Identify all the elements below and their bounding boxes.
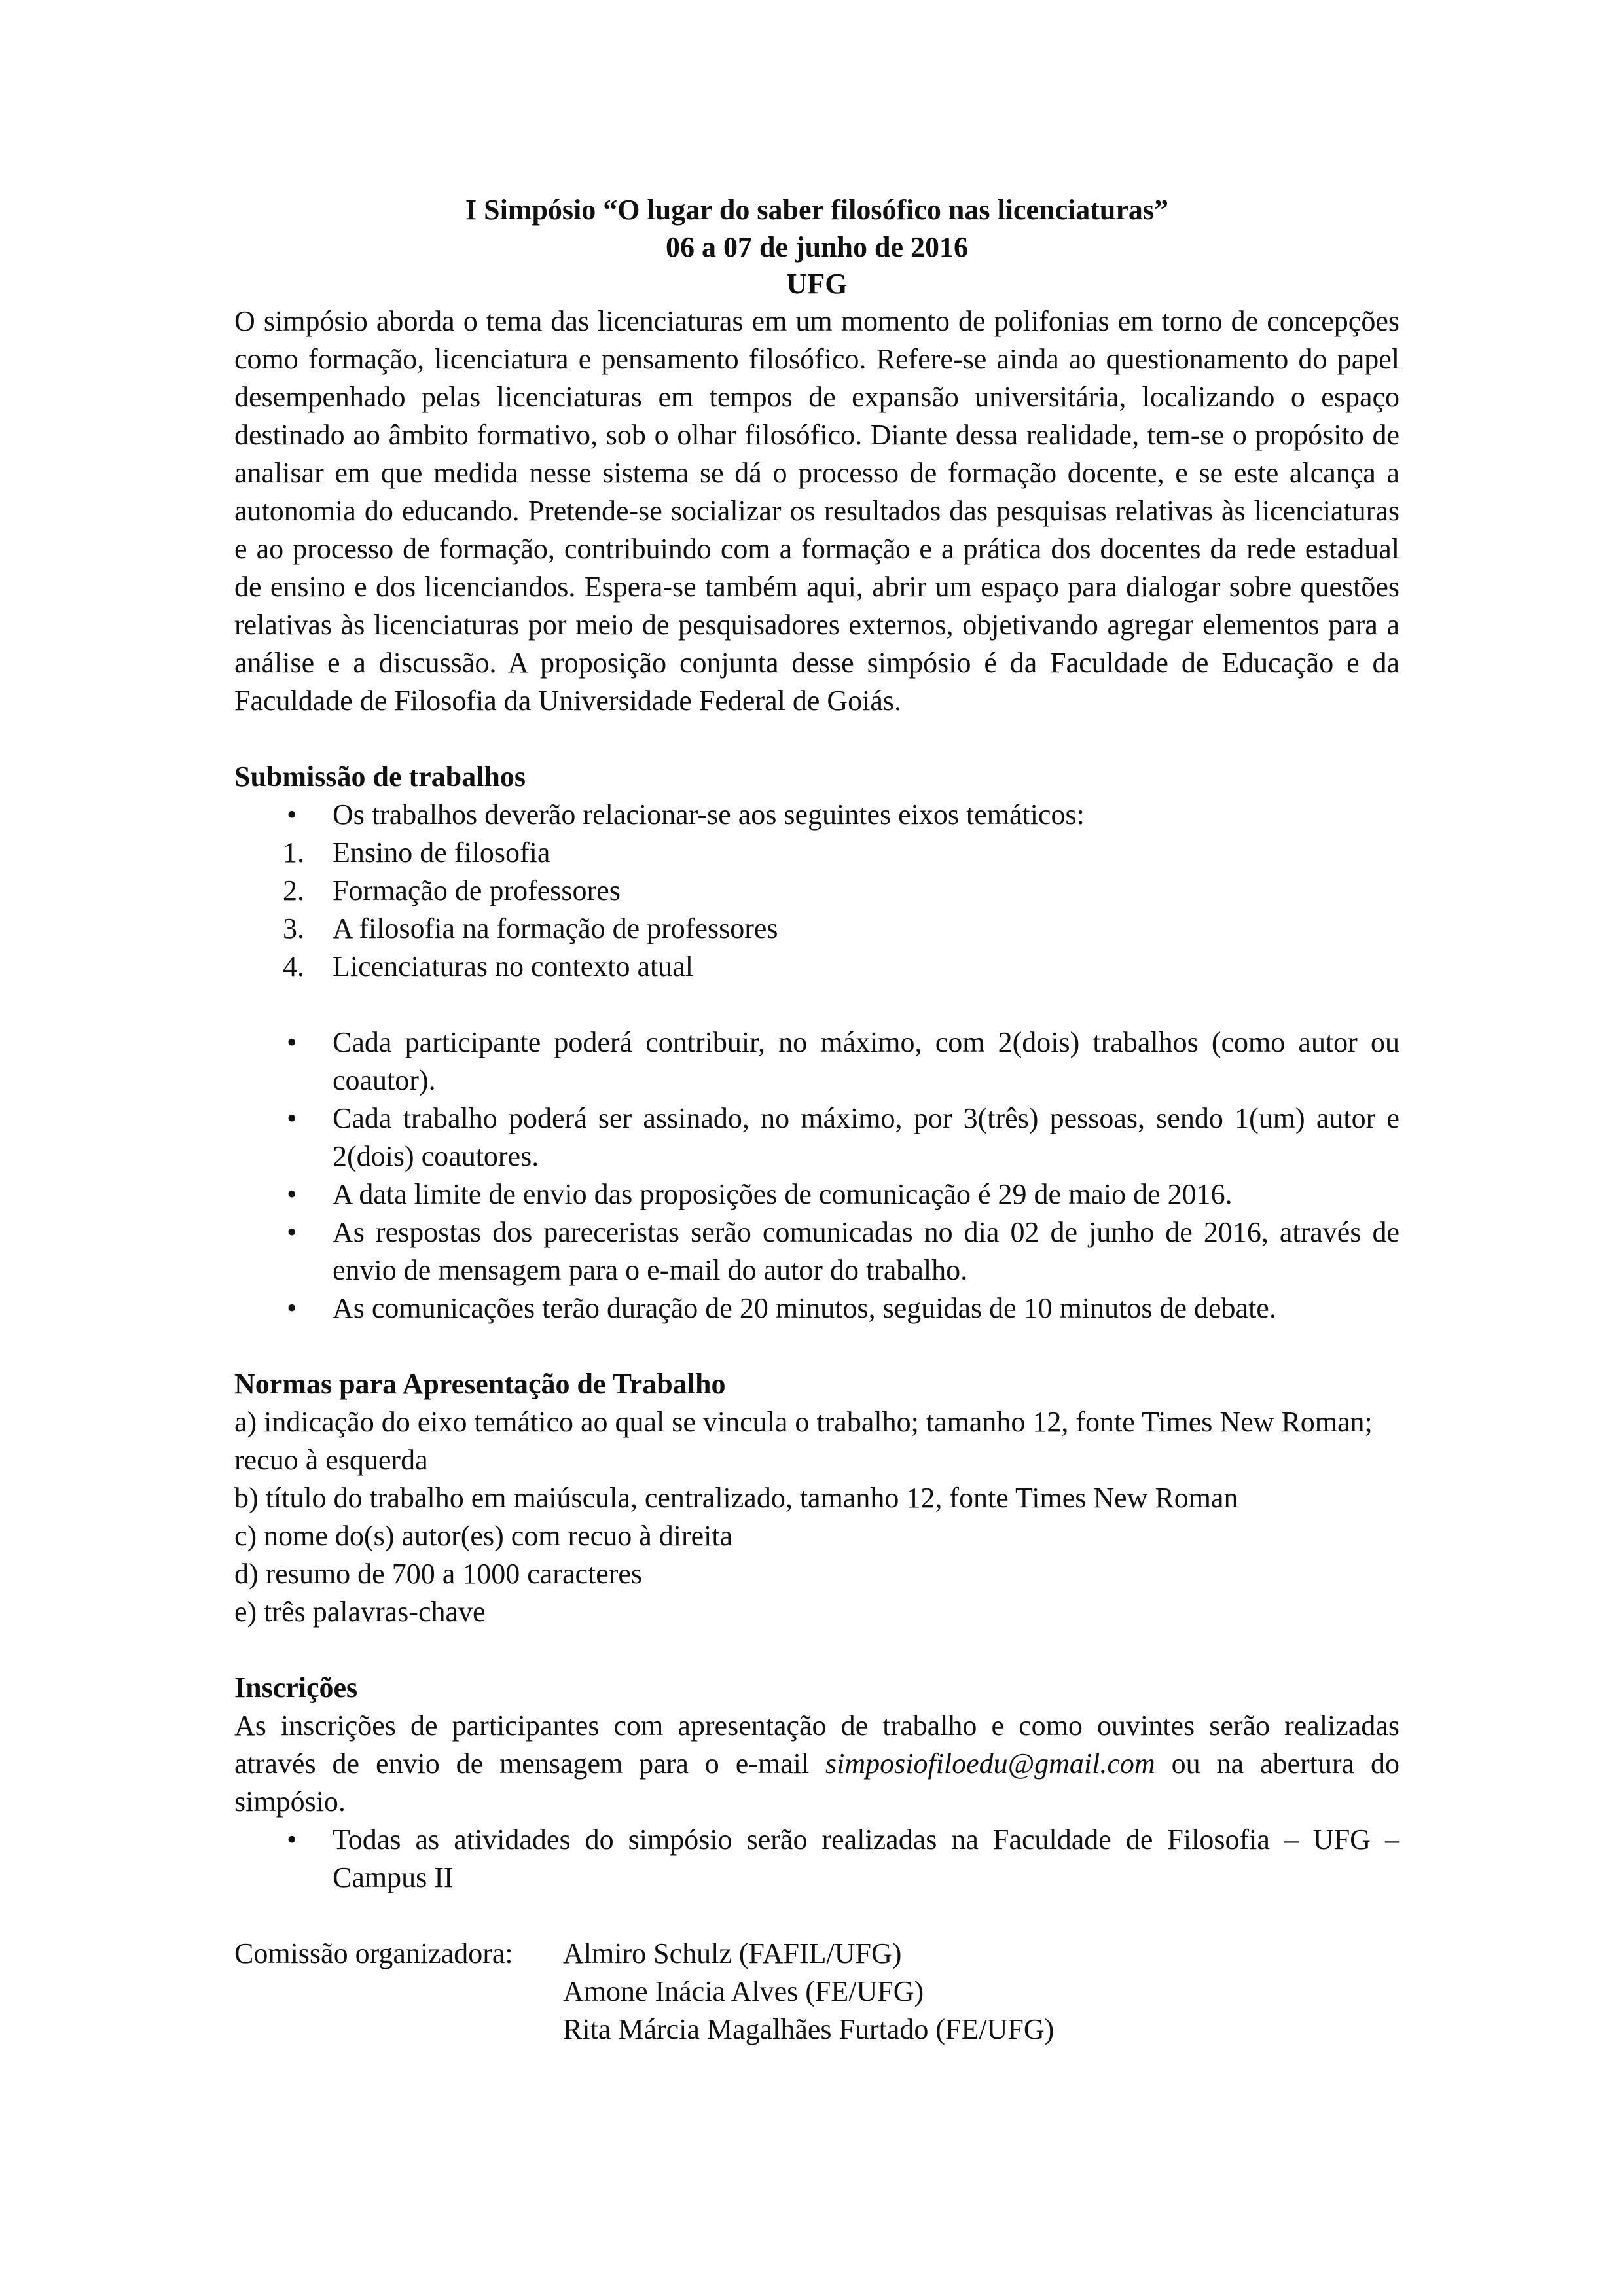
axis-text: Licenciaturas no contexto atual bbox=[333, 950, 693, 982]
registration-text-end: ou na abertura do simpósio. bbox=[234, 1748, 1400, 1818]
axis-text: A filosofia na formação de professores bbox=[333, 912, 778, 944]
list-item bbox=[234, 872, 1399, 910]
axes-intro-list bbox=[234, 796, 1399, 834]
event-dates: 06 a 07 de junho de 2016 bbox=[665, 231, 969, 263]
registration-text: As inscrições de participantes com apresentação de trabalho e como ouvintes serão realizadas através de envio de mensagem para o e-mail bbox=[234, 1710, 1399, 1780]
norm-item: b) título do trabalho em maiúscula, centralizado, tamanho 12, fonte Times New Roman bbox=[234, 1482, 1238, 1514]
organizing-committee bbox=[234, 1935, 1399, 2049]
location-list bbox=[234, 1821, 1399, 1897]
list-item bbox=[234, 1024, 1399, 1100]
list-item bbox=[234, 834, 1399, 872]
committee-member: Rita Márcia Magalhães Furtado (FE/UFG) bbox=[563, 2013, 1055, 2045]
axes-list bbox=[234, 834, 1399, 986]
axis-number: 2. bbox=[283, 874, 304, 906]
rule-text: A data limite de envio das proposições de comunicação é 29 de maio de 2016. bbox=[333, 1178, 1233, 1210]
norms-heading: Normas para Apresentação de Trabalho bbox=[234, 1368, 726, 1400]
axis-number: 1. bbox=[283, 836, 304, 869]
axis-text: Ensino de filosofia bbox=[333, 836, 550, 869]
bullet-icon: • bbox=[287, 1026, 297, 1058]
list-item bbox=[234, 1821, 1399, 1897]
list-item bbox=[234, 1289, 1399, 1327]
list-item bbox=[234, 948, 1399, 986]
committee-label: Comissão organizadora: bbox=[234, 1937, 513, 1969]
list-item bbox=[234, 1100, 1399, 1175]
rule-text: As respostas dos pareceristas serão comunicadas no dia 02 de junho de 2016, através de envio de mensagem para o e-mail do autor do trabalho. bbox=[333, 1216, 1399, 1286]
registration-heading: Inscrições bbox=[234, 1672, 358, 1704]
committee-row bbox=[234, 2011, 1399, 2049]
event-institution: UFG bbox=[786, 268, 848, 300]
rules-list bbox=[234, 1024, 1399, 1327]
registration-paragraph bbox=[234, 1707, 1399, 1821]
bullet-icon: • bbox=[287, 1292, 297, 1324]
event-title: I Simpósio “O lugar do saber filosófico nas licenciaturas” bbox=[465, 194, 1168, 226]
bullet-icon: • bbox=[287, 1216, 297, 1248]
axis-text: Formação de professores bbox=[333, 874, 621, 906]
rule-text: As comunicações terão duração de 20 minutos, seguidas de 10 minutos de debate. bbox=[333, 1292, 1276, 1324]
bullet-icon: • bbox=[287, 1823, 297, 1856]
norm-item: c) nome do(s) autor(es) com recuo à direita bbox=[234, 1520, 733, 1552]
intro-paragraph: O simpósio aborda o tema das licenciaturas em um momento de polifonias em torno de concepções como formação, licenciatura e pensamento filosófico. Refere-se ainda ao questionamento do papel desempenhado pelas licenciaturas em tempos de expansão universitária, localizando o espaço destinado ao âmbito formativo, sob o olhar filosófico. Diante dessa realidade, tem-se o propósito de analisar em que medida nesse sistema se dá o processo de formação docente, e se este alcança a autonomia do educando. Pretende-se socializar os resultados das pesquisas relativas às licenciaturas e ao processo de formação, contribuindo com a formação e a prática dos docentes da rede estadual de ensino e dos licenciandos. Espera-se também aqui, abrir um espaço para dialogar sobre questões relativas às licenciaturas por meio de pesquisadores externos, objetivando agregar elementos para a análise e a discussão. A proposição conjunta desse simpósio é da Faculdade de Educação e da Faculdade de Filosofia da Universidade Federal de Goiás. bbox=[234, 305, 1399, 717]
norm-item: d) resumo de 700 a 1000 caracteres bbox=[234, 1558, 643, 1590]
bullet-icon: • bbox=[287, 1178, 297, 1210]
rule-text: Cada participante poderá contribuir, no máximo, com 2(dois) trabalhos (como autor ou coautor). bbox=[333, 1026, 1399, 1096]
axis-number: 4. bbox=[283, 950, 304, 982]
axes-intro: Os trabalhos deverão relacionar-se aos seguintes eixos temáticos: bbox=[333, 798, 1085, 831]
list-item bbox=[234, 910, 1399, 948]
committee-row bbox=[234, 1935, 1399, 1973]
bullet-icon: • bbox=[287, 798, 297, 831]
title-block bbox=[234, 191, 1399, 302]
committee-member: Almiro Schulz (FAFIL/UFG) bbox=[563, 1937, 902, 1969]
location-text: Todas as atividades do simpósio serão realizadas na Faculdade de Filosofia – UFG – Campus II bbox=[333, 1823, 1399, 1893]
committee-row bbox=[234, 1973, 1399, 2011]
spacer bbox=[234, 986, 1399, 1024]
list-item bbox=[234, 1175, 1399, 1213]
submission-heading: Submissão de trabalhos bbox=[234, 761, 526, 793]
rule-text: Cada trabalho poderá ser assinado, no máximo, por 3(três) pessoas, sendo 1(um) autor e 2(dois) coautores. bbox=[333, 1102, 1399, 1172]
norm-item: a) indicação do eixo temático ao qual se vincula o trabalho; tamanho 12, fonte Times New Roman; recuo à esquerda bbox=[234, 1406, 1373, 1476]
bullet-icon: • bbox=[287, 1102, 297, 1134]
registration-email-link[interactable]: simposiofiloedu@gmail.com bbox=[825, 1748, 1155, 1780]
axis-number: 3. bbox=[283, 912, 304, 944]
document-page bbox=[234, 191, 1399, 2049]
list-item bbox=[234, 796, 1399, 834]
norm-item: e) três palavras-chave bbox=[234, 1596, 486, 1628]
list-item bbox=[234, 1213, 1399, 1289]
committee-member: Amone Inácia Alves (FE/UFG) bbox=[563, 1975, 924, 2007]
